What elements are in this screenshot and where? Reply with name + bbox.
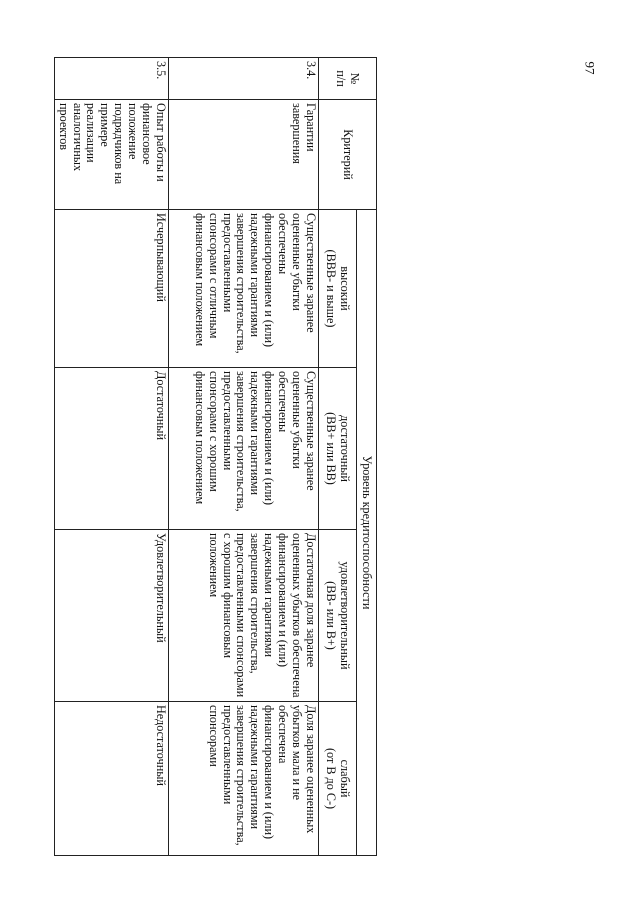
- header-number-line2: п/п: [334, 70, 349, 87]
- header-level-weak: [319, 702, 357, 856]
- credit-criteria-table: [54, 57, 377, 856]
- header-group: Уровень кредитоспособности: [357, 210, 377, 856]
- row-criterion: Гарантии завершения: [169, 100, 319, 210]
- header-number: [319, 58, 377, 100]
- page-number: 97: [582, 61, 598, 75]
- level-weak-rating: (от В до С-): [324, 747, 339, 810]
- level-sufficient-name: достаточный: [338, 415, 353, 482]
- header-level-satisfactory: [319, 530, 357, 702]
- header-criterion: Критерий: [319, 100, 377, 210]
- header-level-high: [319, 210, 357, 368]
- level-weak-name: слабый: [338, 759, 353, 798]
- header-level-sufficient: [319, 368, 357, 530]
- row-criterion: Опыт работы и финансовое положение подрядчиков на примере реализации аналогичных проектов: [54, 100, 168, 210]
- level-high-name: высокий: [338, 266, 353, 311]
- level-sufficient-rating: (BB+ или BB): [324, 412, 339, 485]
- row-cell-sufficient: Достаточный: [54, 368, 168, 530]
- header-number-line1: №: [348, 72, 363, 85]
- row-number: 3.5.: [54, 58, 168, 100]
- row-cell-sufficient: Существенные заранее оцененные убытки обеспечены финансированием и (или) надежными гарантиями завершения строительства, предоставленными спонсорами с хорошим финансовым положением: [169, 368, 319, 530]
- row-cell-satisfactory: Удовлетворительный: [54, 530, 168, 702]
- row-cell-weak: Недостаточный: [54, 702, 168, 856]
- row-cell-high: Исчерпывающий: [54, 210, 168, 368]
- table-row: [54, 58, 168, 856]
- row-cell-weak: Доля заранее оцененных убытков мала и не обеспечена финансированием и (или) надежными гарантиями завершения строительства, предоставленными спонсорами: [169, 702, 319, 856]
- row-cell-high: Существенные заранее оцененные убытки обеспечены финансированием и (или) надежными гарантиями завершения строительства, предоставленными спонсорами с отличным финансовым положением: [169, 210, 319, 368]
- row-cell-satisfactory: Достаточная доля заранее оцененных убытков обеспечена финансированием и (или) надежными гарантиями завершения строительства, предоставленными спонсорами с хорошим финансовым положением: [169, 530, 319, 702]
- level-high-rating: (BBB- и выше): [324, 249, 339, 328]
- level-satisfactory-name: удовлетворительный: [338, 561, 353, 670]
- level-satisfactory-rating: (BB- или B+): [324, 581, 339, 650]
- row-number: 3.4.: [169, 58, 319, 100]
- rotated-table-container: [56, 57, 377, 855]
- table-row: [169, 58, 319, 856]
